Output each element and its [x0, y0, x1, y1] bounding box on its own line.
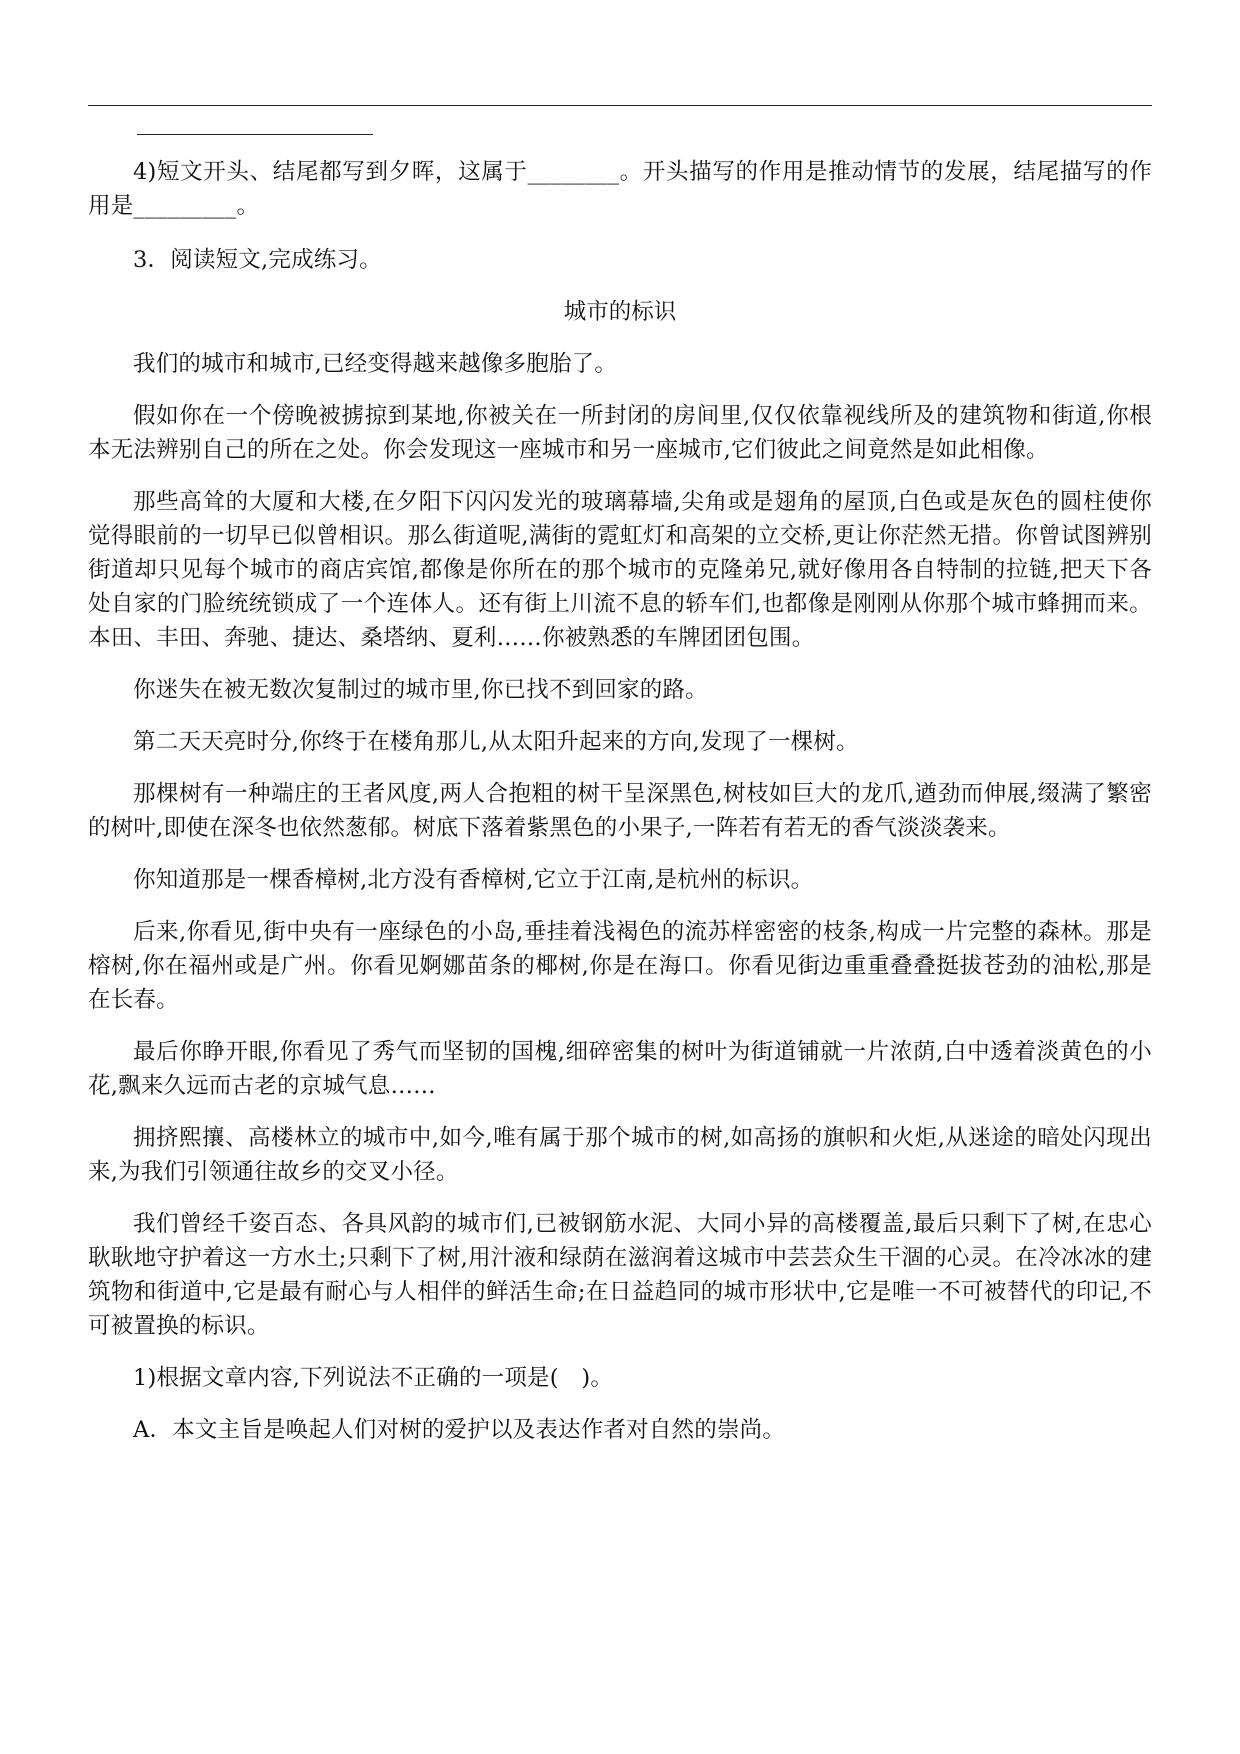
question-3-1: 1)根据文章内容,下列说法不正确的一项是( )。 — [133, 1365, 614, 1391]
answer-blank-line — [137, 120, 373, 135]
passage-title: 城市的标识 — [563, 299, 677, 325]
header-rule — [88, 105, 1152, 106]
passage-paragraph-7: 你知道那是一棵香樟树,北方没有香樟树,它立于江南,是杭州的标识。 — [133, 867, 814, 893]
passage-paragraph-6: 那棵树有一种端庄的王者风度,两人合抱粗的树干呈深黑色,树枝如巨大的龙爪,遒劲而伸展,缀满了繁密的树叶,即使在深冬也依然葱郁。树底下落着紫黑色的小果子,一阵若有若无的香气淡淡袭来。 — [88, 781, 1152, 841]
document-body — [88, 120, 1152, 1465]
passage-paragraph-10: 拥挤熙攘、高楼林立的城市中,如今,唯有属于那个城市的树,如高扬的旗帜和火炬,从迷途的暗处闪现出来,为我们引领通往故乡的交叉小径。 — [88, 1125, 1152, 1185]
passage-paragraph-8: 后来,你看见,街中央有一座绿色的小岛,垂挂着浅褐色的流苏样密密的枝条,构成一片完整的森林。那是榕树,你在福州或是广州。你看见婀娜苗条的椰树,你是在海口。你看见街边重重叠叠挺拔苍劲的油松,那是在长春。 — [88, 919, 1152, 1013]
passage-paragraph-9: 最后你睁开眼,你看见了秀气而坚韧的国槐,细碎密集的树叶为街道铺就一片浓荫,白中透着淡黄色的小花,飘来久远而古老的京城气息…… — [88, 1039, 1152, 1099]
passage-paragraph-4: 你迷失在被无数次复制过的城市里,你已找不到回家的路。 — [133, 677, 708, 703]
question-3-1-option-a: A．本文主旨是唤起人们对树的爱护以及表达作者对自然的崇尚。 — [133, 1417, 786, 1443]
passage-paragraph-1: 我们的城市和城市,已经变得越来越像多胞胎了。 — [133, 351, 618, 377]
passage-paragraph-11: 我们曾经千姿百态、各具风韵的城市们,已被钢筋水泥、大同小异的高楼覆盖,最后只剩下了树,在忠心耿耿地守护着这一方水土;只剩下了树,用汁液和绿荫在滋润着这城市中芸芸众生干涸的心灵。在冷冰冰的建筑物和街道中,它是最有耐心与人相伴的鲜活生命;在日益趋同的城市形状中,它是唯一不可被替代的印记,不可被置换的标识。 — [88, 1211, 1152, 1339]
passage-paragraph-2: 假如你在一个傍晚被掳掠到某地,你被关在一所封闭的房间里,仅仅依靠视线所及的建筑物和街道,你根本无法辨别自己的所在之处。你会发现这一座城市和另一座城市,它们彼此之间竟然是如此相像。 — [88, 403, 1152, 463]
passage-paragraph-3: 那些高耸的大厦和大楼,在夕阳下闪闪发光的玻璃幕墙,尖角或是翅角的屋顶,白色或是灰色的圆柱使你觉得眼前的一切早已似曾相识。那么街道呢,满街的霓虹灯和高架的立交桥,更让你茫然无措。你曾试图辨别街道却只见每个城市的商店宾馆,都像是你所在的那个城市的克隆弟兄,就好像用各自特制的拉链,把天下各处自家的门脸统统锁成了一个连体人。还有街上川流不息的轿车们,也都像是刚刚从你那个城市蜂拥而来。本田、丰田、奔驰、捷达、桑塔纳、夏利……你被熟悉的车牌团团包围。 — [88, 489, 1152, 651]
question-2-4: 4)短文开头、结尾都写到夕晖，这属于________。开头描写的作用是推动情节的发展，结尾描写的作用是_________。 — [88, 159, 1152, 219]
question-3-heading: 3．阅读短文,完成练习。 — [133, 247, 382, 273]
passage-paragraph-5: 第二天天亮时分,你终于在楼角那儿,从太阳升起来的方向,发现了一棵树。 — [133, 729, 859, 755]
